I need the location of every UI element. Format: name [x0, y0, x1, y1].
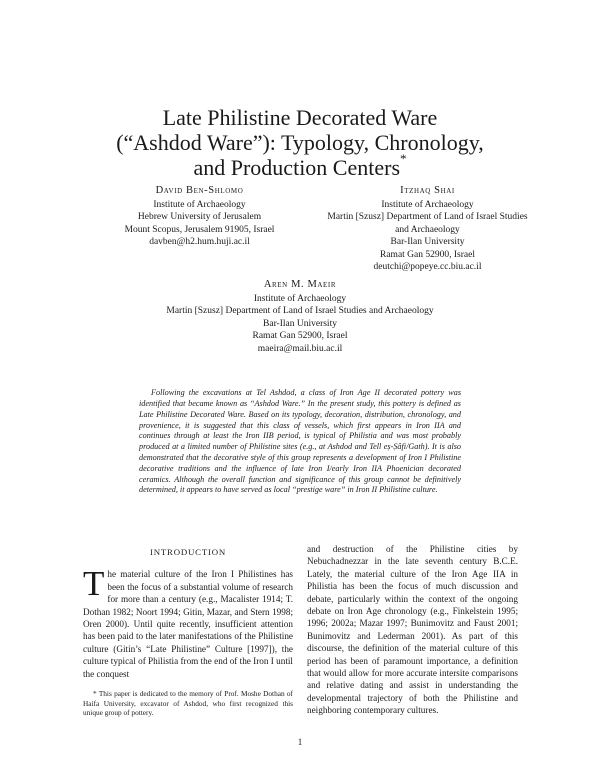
title-line-1: Late Philistine Decorated Ware: [162, 104, 438, 130]
author-affiliation: Institute of Archaeology: [153, 199, 246, 210]
author-affiliation: Bar-Ilan University: [390, 237, 465, 247]
author-block-shai: [300, 185, 555, 274]
body-paragraph: [83, 564, 293, 680]
author-affiliation: Martin [Szusz] Department of Land of Israel Studies and Archaeology: [166, 306, 434, 316]
author-name: Aren M. Maeir: [263, 279, 337, 290]
title-line-2: (“Ashdod Ware”): Typology, Chronology,: [116, 129, 484, 155]
body-column-right: [307, 543, 518, 717]
footnote: * This paper is dedicated to the memory of Prof. Moshe Dothan of Haifa University, excavator of Ashdod, who first recognized this unique group of pottery.: [83, 689, 293, 718]
author-address: Mount Scopus, Jerusalem 91905, Israel: [124, 224, 275, 235]
author-block-ben-shlomo: [92, 185, 307, 249]
section-heading-introduction: INTRODUCTION: [149, 547, 227, 557]
title-line-3: and Production Centers: [193, 154, 401, 180]
author-affiliation: and Archaeology: [395, 224, 460, 235]
drop-cap: T: [83, 564, 105, 604]
author-name: David Ben-Shlomo: [155, 185, 244, 196]
author-name: Itzhaq Shai: [400, 185, 455, 196]
page-number: 1: [297, 737, 303, 747]
author-affiliation: Bar-Ilan University: [263, 318, 337, 329]
author-affiliation: Institute of Archaeology: [253, 293, 347, 304]
author-email: maeira@mail.biu.ac.il: [257, 343, 343, 354]
author-email: deutchi@popeye.cc.biu.ac.il: [373, 262, 482, 272]
article-title: [60, 105, 540, 180]
author-affiliation: Martin [Szusz] Department of Land of Israel Studies: [327, 212, 528, 222]
author-address: Ramat Gan 52900, Israel: [252, 331, 348, 341]
author-block-maeir: [120, 279, 480, 355]
paragraph-text: he material culture of the Iron I Philistines has been the focus of a substantial volume of research for more than a century (e.g., Macalister 1914; T. Dothan 1982; Noort 1994; Gitin, Mazar, and Stern 1998; Oren 2000). Until quite recently, insufficient attention has been paid to the later manifestations of the Philistine culture (Gitin’s “Late Philistine” Culture [1997]), the culture typical of Philistia from the end of the Iron I until the conquest: [83, 569, 293, 679]
body-paragraph: and destruction of the Philistine cities by Nebuchadnezzar in the late seventh century B.C.E. Lately, the material culture of the Iron Age IIA in Philistia has been the focus of much discussion and debate, particularly within the context of the ongoing debate on Iron Age chronology (e.g., Finkelstein 1995; 1996; 2002a; Mazar 1997; Bunimovitz and Faust 2001; Bunimovitz and Lederman 2001). As part of this discourse, the definition of the material culture of this period has been of paramount importance, a definition that would allow for more accurate intersite comparisons and relative dating and assist in understanding the developmental trajectory of both the Philistine and neighboring contemporary cultures.: [307, 544, 518, 716]
abstract: Following the excavations at Tel Ashdod, a class of Iron Age II decorated pottery was identified that became known as “Ashdod Ware.” In the present study, this pottery is defined as Late Philistine Decorated Ware. Based on its typology, decoration, distribution, chronology, and provenience, it is suggested that this class of vessels, which first appears in Iron IIA and continues through at least the Iron IIB period, is typical of Philistia and was most probably produced at a limited number of Philistine sites (e.g., at Ashdod and Tell eṣ-Ṣâfi/Gath). It is also demonstrated that the decorative style of this group represents a development of Iron I Philistine decorative traditions and the influence of late Iron I/early Iron IIA Phoenician decorated ceramics. Although the overall function and significance of this group cannot be definitively determined, it appears to have served as local “prestige ware” in Iron II Philistine culture.: [139, 388, 461, 495]
author-email: davben@h2.hum.huji.ac.il: [149, 237, 250, 247]
title-footnote-mark: *: [400, 150, 407, 166]
body-column-left: [83, 543, 293, 725]
author-address: Ramat Gan 52900, Israel: [380, 249, 475, 260]
author-affiliation: Institute of Archaeology: [381, 199, 474, 210]
author-affiliation: Hebrew University of Jerusalem: [137, 212, 262, 222]
